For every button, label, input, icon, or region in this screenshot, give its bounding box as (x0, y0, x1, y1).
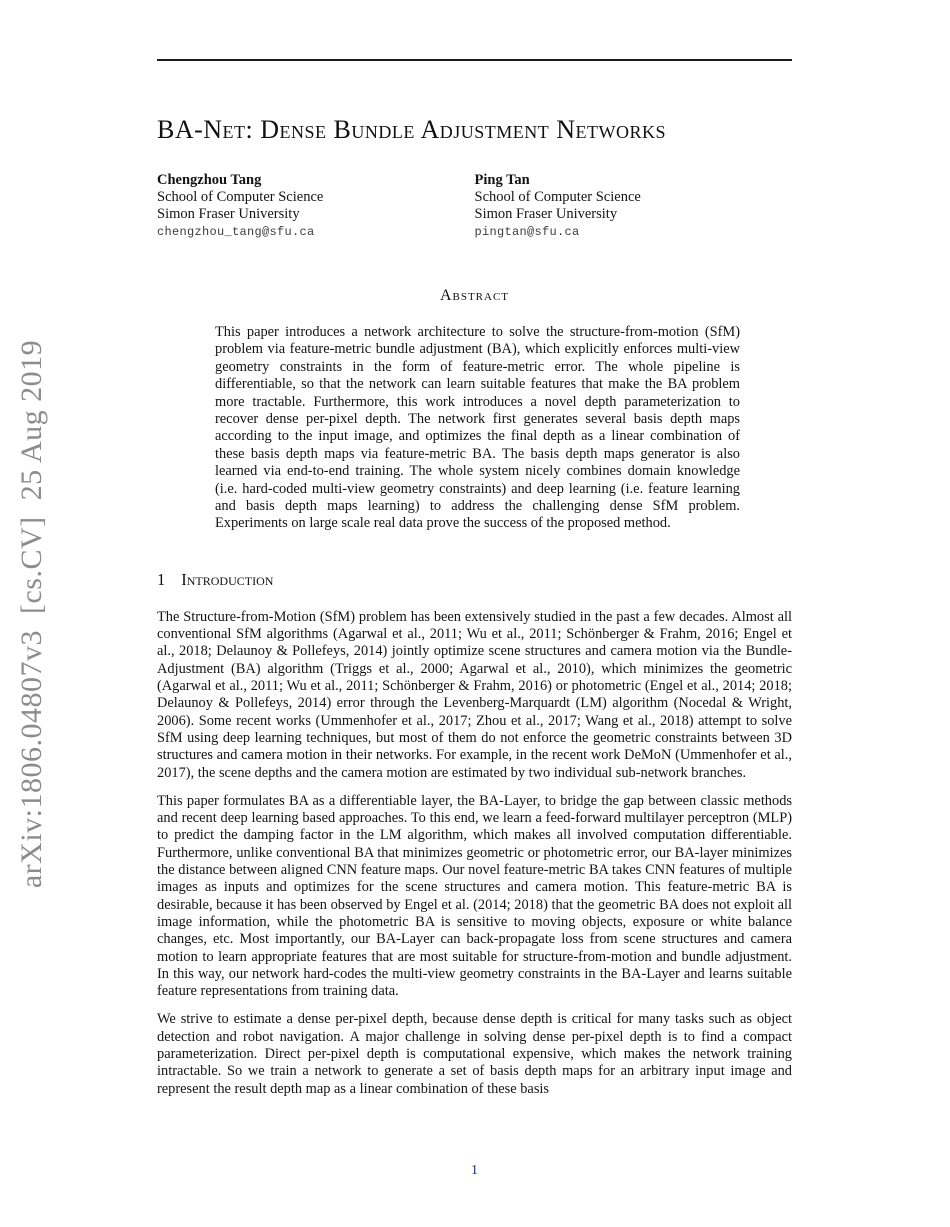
paragraph: This paper formulates BA as a differentiable layer, the BA-Layer, to bridge the gap between classic methods and recent deep learning based approaches. To this end, we learn a feed-forward multilayer perceptron (MLP) to predict the damping factor in the LM algorithm, which makes all involved computation differentiable. Furthermore, unlike conventional BA that minimizes geometric or photometric error, our BA-layer minimizes the distance between aligned CNN feature maps. Our novel feature-metric BA takes CNN features of multiple images as inputs and optimizes for the scene structures and camera motion. This feature-metric BA is desirable, because it has been observed by Engel et al. (2014; 2018) that the geometric BA does not exploit all image information, while the photometric BA is sensitive to moving objects, exposure or white balance changes, etc. Most importantly, our BA-Layer can back-propagate loss from scene structures and camera motion to learn appropriate features that are most suitable for structure-from-motion and bundle adjustment. In this way, our network hard-codes the multi-view geometry constraints in the BA-Layer and learns suitable feature representations from training data. (157, 792, 792, 1000)
author-email: pingtan@sfu.ca (474, 225, 580, 239)
abstract-body: This paper introduces a network architecture to solve the structure-from-motion (SfM) problem via feature-metric bundle adjustment (BA), which explicitly enforces multi-view geometry constraints in the form of feature-metric error. The whole pipeline is differentiable, so that the network can learn suitable features that make the BA problem more tractable. Furthermore, this work introduces a novel depth parameterization to recover dense per-pixel depth. The network first generates several basis depth maps according to the input image, and optimizes the final depth as a linear combination of these basis depth maps via feature-metric BA. The basis depth maps generator is also learned via end-to-end training. The whole system nicely combines domain knowledge (i.e. hard-coded multi-view geometry constraints) and deep learning (i.e. feature learning and basis depth maps learning) to address the challenging dense SfM problem. Experiments on large scale real data prove the success of the proposed method. (215, 324, 740, 532)
paragraph: The Structure-from-Motion (SfM) problem has been extensively studied in the past a few decades. Almost all conventional SfM algorithms (Agarwal et al., 2011; Wu et al., 2011; Schönberger & Frahm, 2016; Engel et al., 2018; Delaunoy & Pollefeys, 2014) jointly optimize scene structures and camera motion via the Bundle-Adjustment (BA) algorithm (Triggs et al., 2000; Agarwal et al., 2010), which minimizes the geometric (Agarwal et al., 2011; Wu et al., 2011; Schönberger & Frahm, 2016) or photometric (Engel et al., 2014; 2018; Delaunoy & Pollefeys, 2014) error through the Levenberg-Marquardt (LM) algorithm (Nocedal & Wright, 2006). Some recent works (Ummenhofer et al., 2017; Zhou et al., 2017; Wang et al., 2018) attempt to solve SfM using deep learning techniques, but most of them do not enforce the geometric constraints between 3D structures and camera motion in their networks. For example, in the recent work DeMoN (Ummenhofer et al., 2017), the scene depths and the camera motion are estimated by two individual sub-network branches. (157, 608, 792, 781)
section-heading-introduction (157, 570, 792, 590)
arxiv-watermark: arXiv:1806.04807v3 [cs.CV] 25 Aug 2019 (15, 339, 48, 889)
section-number: 1 (157, 569, 166, 589)
author-block-2 (475, 172, 793, 242)
author-university: Simon Fraser University (157, 206, 300, 222)
author-department: School of Computer Science (474, 189, 641, 205)
top-divider (157, 59, 792, 61)
abstract-heading: Abstract (439, 287, 510, 304)
author-list (157, 172, 792, 242)
author-university: Simon Fraser University (474, 206, 618, 222)
paper-content (157, 0, 792, 1098)
author-department: School of Computer Science (157, 189, 324, 205)
author-block-1 (157, 172, 475, 242)
paragraph: We strive to estimate a dense per-pixel depth, because dense depth is critical for many tasks such as object detection and robot navigation. A major challenge in solving dense per-pixel depth is to find a compact parameterization. Direct per-pixel depth is computational expensive, which makes the network training intractable. So we train a network to generate a set of basis depth maps for an arbitrary input image and represent the result depth map as a linear combination of these basis (157, 1011, 792, 1097)
author-email: chengzhou_tang@sfu.ca (157, 225, 315, 239)
page-title: BA-Net: Dense Bundle Adjustment Networks (157, 115, 666, 144)
section-title: Introduction (181, 569, 274, 589)
author-name: Ping Tan (474, 172, 530, 188)
author-name: Chengzhou Tang (157, 172, 262, 188)
page-number: 1 (471, 1163, 478, 1178)
